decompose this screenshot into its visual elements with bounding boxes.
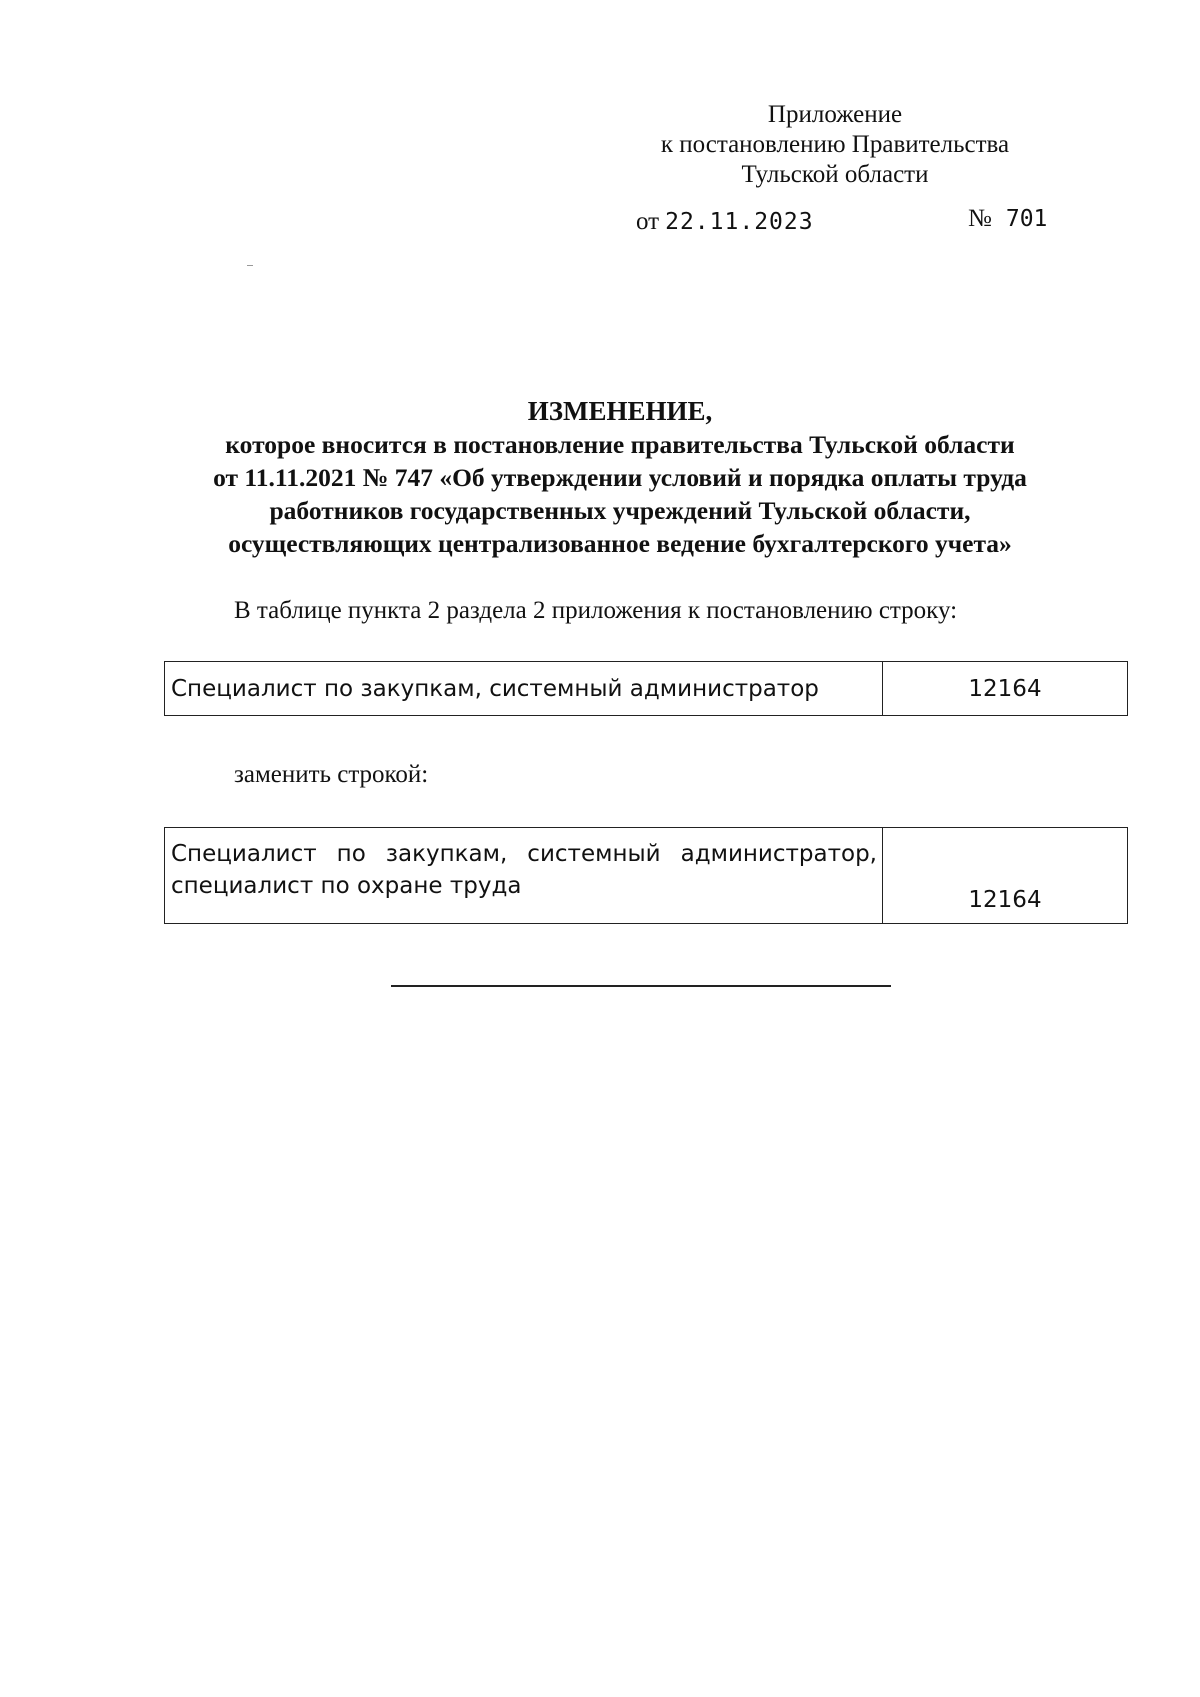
appendix-label: Приложение	[767, 101, 903, 128]
old-row-table	[164, 661, 1128, 716]
appendix-reference: к постановлению Правительства	[660, 131, 1010, 158]
appendix-region: Тульской области	[741, 161, 929, 188]
title-line: от 11.11.2021 № 747 «Об утверждении условий и порядка оплаты труда	[213, 463, 1027, 492]
date-prefix: от	[636, 208, 660, 235]
closing-divider	[391, 985, 891, 987]
title-line: осуществляющих централизованное ведение бухгалтерского учета»	[228, 529, 1012, 558]
position-name-cell: Специалист по закупкам, системный администратор, специалист по охране труда	[165, 828, 883, 924]
intro-paragraph: В таблице пункта 2 раздела 2 приложения к постановлению строку:	[234, 597, 958, 624]
title-heading: ИЗМЕНЕНИЕ,	[527, 396, 713, 426]
new-row-table	[164, 827, 1128, 924]
number-sign: №	[968, 205, 992, 232]
salary-value-cell: 12164	[883, 662, 1128, 716]
document-title	[120, 395, 1120, 560]
number-value: 701	[1005, 206, 1048, 232]
position-name-cell: Специалист по закупкам, системный администратор	[165, 662, 883, 716]
resolution-number	[968, 204, 1047, 234]
scan-mark	[247, 265, 253, 266]
resolution-date	[636, 207, 814, 237]
date-value: 22.11.2023	[665, 209, 814, 235]
salary-value-cell: 12164	[883, 828, 1128, 924]
replace-label: заменить строкой:	[234, 761, 429, 788]
appendix-header	[600, 100, 1070, 190]
title-line: работников государственных учреждений Тульской области,	[269, 496, 971, 525]
table-row	[165, 828, 1128, 924]
table-row	[165, 662, 1128, 716]
title-line: которое вносится в постановление правительства Тульской области	[225, 430, 1015, 459]
